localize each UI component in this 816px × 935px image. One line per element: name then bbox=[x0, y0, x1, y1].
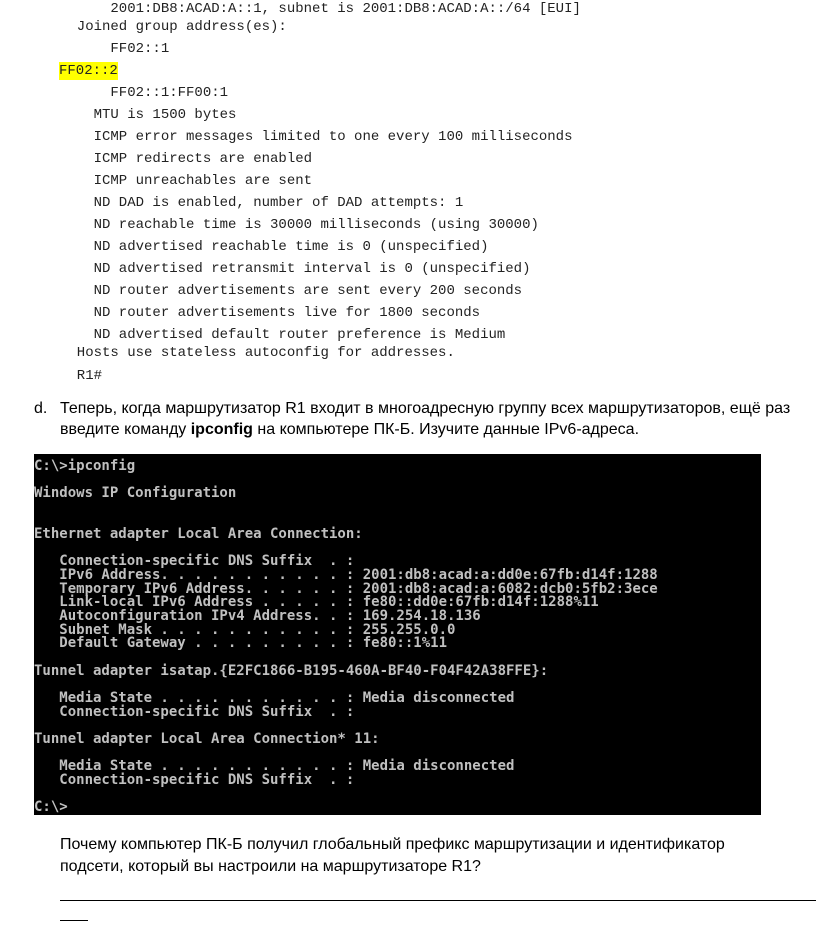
console-line: Media State . . . . . . . . . . . : Media disconnected bbox=[34, 690, 515, 706]
console-line: Tunnel adapter Local Area Connection* 11: bbox=[34, 731, 380, 747]
console-line: Subnet Mask . . . . . . . . . . . : 255.255.0.0 bbox=[34, 622, 456, 638]
router-output-line: ND DAD is enabled, number of DAD attempts: 1 bbox=[60, 195, 464, 211]
answer-line[interactable] bbox=[60, 900, 816, 901]
console-line: Autoconfiguration IPv4 Address. . : 169.254.18.136 bbox=[34, 608, 481, 624]
console-line: Windows IP Configuration bbox=[34, 485, 237, 501]
step-text-before: Теперь, когда маршрутизатор R1 входит в многоадресную группу всех маршрутизаторов, ещё раз введите команду bbox=[60, 400, 791, 438]
console-line: Tunnel adapter isatap.{E2FC1866-B195-460A-BF40-F04F42A38FFE}: bbox=[34, 663, 549, 679]
router-output-line: ICMP redirects are enabled bbox=[60, 151, 313, 167]
router-output-line: ND reachable time is 30000 milliseconds (using 30000) bbox=[60, 217, 539, 233]
console-line: IPv6 Address. . . . . . . . . . . : 2001:db8:acad:a:dd0e:67fb:d14f:1288 bbox=[34, 567, 658, 583]
console-line: Connection-specific DNS Suffix . : bbox=[34, 704, 355, 720]
router-output-line: FF02::1 bbox=[60, 41, 170, 57]
router-output-line: ICMP unreachables are sent bbox=[60, 173, 313, 189]
step-letter: d. bbox=[34, 400, 48, 417]
answer-line-short[interactable] bbox=[60, 920, 88, 921]
console-line: Connection-specific DNS Suffix . : bbox=[34, 553, 355, 569]
console-prompt: C:\> bbox=[34, 799, 68, 815]
router-output-line: ND advertised reachable time is 0 (unspecified) bbox=[60, 239, 489, 255]
router-output-line: ND router advertisements live for 1800 seconds bbox=[60, 305, 481, 321]
router-output-line: ND advertised retransmit interval is 0 (unspecified) bbox=[60, 261, 531, 277]
router-output-line: Joined group address(es): bbox=[60, 19, 287, 35]
highlighted-line: FF02::2 bbox=[59, 63, 118, 79]
console-line: Default Gateway . . . . . . . . . : fe80::1%11 bbox=[34, 635, 448, 651]
router-output-line: ICMP error messages limited to one every 100 milliseconds bbox=[60, 129, 573, 145]
console-line: Ethernet adapter Local Area Connection: bbox=[34, 526, 363, 542]
console-line: Media State . . . . . . . . . . . : Media disconnected bbox=[34, 758, 515, 774]
router-output-line: ND advertised default router preference is Medium bbox=[60, 327, 506, 343]
console-line: Temporary IPv6 Address. . . . . . : 2001:db8:acad:a:6082:dcb0:5fb2:3ece bbox=[34, 581, 658, 597]
question-text: Почему компьютер ПК-Б получил глобальный префикс маршрутизации и идентификатор подсети, который вы настроили на маршрутизаторе R1? bbox=[60, 836, 725, 875]
console-line: Link-local IPv6 Address . . . . . : fe80::dd0e:67fb:d14f:1288%11 bbox=[34, 594, 599, 610]
step-instruction bbox=[60, 398, 804, 440]
ipconfig-console-screenshot bbox=[34, 454, 761, 815]
console-line: Connection-specific DNS Suffix . : bbox=[34, 772, 355, 788]
router-output-line: ND router advertisements are sent every 200 seconds bbox=[60, 283, 523, 299]
step-text-after: на компьютере ПК-Б. Изучите данные IPv6-адреса. bbox=[252, 421, 640, 438]
step-command: ipconfig bbox=[190, 421, 253, 438]
console-line: C:\>ipconfig bbox=[34, 458, 136, 474]
router-output-line: MTU is 1500 bytes bbox=[60, 107, 237, 123]
router-output-line: FF02::1:FF00:1 bbox=[60, 85, 229, 101]
router-output-line: Hosts use stateless autoconfig for addresses. bbox=[60, 345, 455, 361]
router-prompt: R1# bbox=[60, 368, 103, 384]
router-output-line: 2001:DB8:ACAD:A::1, subnet is 2001:DB8:ACAD:A::/64 [EUI] bbox=[60, 1, 581, 17]
